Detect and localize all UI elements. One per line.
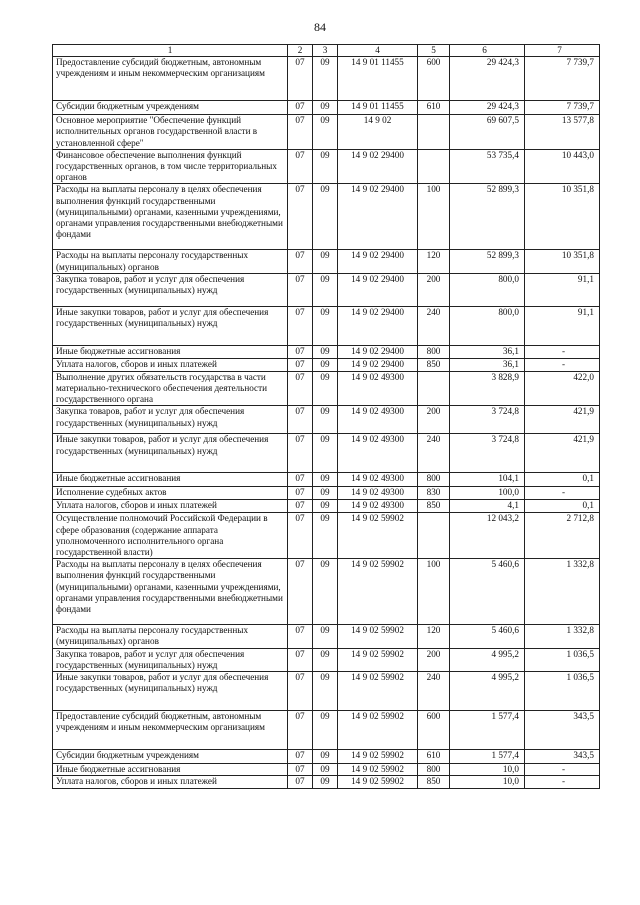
row-name: Субсидии бюджетным учреждениям	[53, 101, 288, 115]
column-header-1: 1	[53, 45, 288, 57]
row-ministry: 07	[288, 473, 313, 487]
row-amount-actual: 1 332,8	[525, 625, 600, 648]
table-row	[53, 371, 600, 406]
row-amount-actual: -	[525, 345, 600, 358]
row-target-code: 14 9 02 49300	[338, 500, 418, 513]
table-row	[53, 513, 600, 559]
row-ministry: 07	[288, 648, 313, 671]
column-header-5: 5	[418, 45, 450, 57]
row-target-code: 14 9 02	[338, 115, 418, 150]
table-header-row	[53, 45, 600, 57]
row-name: Уплата налогов, сборов и иных платежей	[53, 500, 288, 513]
row-ministry: 07	[288, 434, 313, 473]
row-section: 09	[313, 487, 338, 500]
row-section: 09	[313, 764, 338, 776]
row-expense-type	[418, 149, 450, 184]
row-expense-type: 240	[418, 306, 450, 345]
table-row	[53, 559, 600, 625]
row-expense-type: 800	[418, 764, 450, 776]
row-amount-plan: 104,1	[450, 473, 525, 487]
row-amount-actual: 10 351,8	[525, 250, 600, 273]
row-section: 09	[313, 57, 338, 101]
row-name: Закупка товаров, работ и услуг для обеспечения государственных (муниципальных) нужд	[53, 406, 288, 434]
row-amount-actual: 2 712,8	[525, 513, 600, 559]
row-amount-actual: 343,5	[525, 711, 600, 750]
row-section: 09	[313, 513, 338, 559]
row-amount-plan: 800,0	[450, 273, 525, 306]
row-target-code: 14 9 02 49300	[338, 473, 418, 487]
row-target-code: 14 9 02 29400	[338, 345, 418, 358]
row-name: Иные бюджетные ассигнования	[53, 764, 288, 776]
row-section: 09	[313, 184, 338, 250]
row-name: Выполнение других обязательств государства в части материально-технического обеспечения деятельности государственного органа	[53, 371, 288, 406]
row-target-code: 14 9 02 49300	[338, 434, 418, 473]
row-target-code: 14 9 02 49300	[338, 371, 418, 406]
row-expense-type: 100	[418, 184, 450, 250]
table-row	[53, 764, 600, 776]
row-amount-plan: 4,1	[450, 500, 525, 513]
row-section: 09	[313, 345, 338, 358]
table-row	[53, 711, 600, 750]
row-name: Предоставление субсидий бюджетным, автономным учреждениям и иным некоммерческим организациям	[53, 711, 288, 750]
row-section: 09	[313, 101, 338, 115]
row-amount-plan: 4 995,2	[450, 648, 525, 671]
row-amount-plan: 4 995,2	[450, 672, 525, 711]
row-amount-actual: 421,9	[525, 434, 600, 473]
row-amount-plan: 1 577,4	[450, 750, 525, 764]
row-section: 09	[313, 306, 338, 345]
row-expense-type: 800	[418, 345, 450, 358]
row-target-code: 14 9 02 59902	[338, 764, 418, 776]
row-name: Расходы на выплаты персоналу государственных (муниципальных) органов	[53, 625, 288, 648]
row-expense-type: 800	[418, 473, 450, 487]
row-expense-type: 850	[418, 776, 450, 789]
row-target-code: 14 9 02 29400	[338, 184, 418, 250]
row-section: 09	[313, 250, 338, 273]
row-target-code: 14 9 02 29400	[338, 273, 418, 306]
row-target-code: 14 9 02 59902	[338, 625, 418, 648]
row-name: Расходы на выплаты персоналу в целях обеспечения выполнения функций государственными (муниципальными) органами, казенными учреждениями, органами управления государственными внебюджетными фондами	[53, 184, 288, 250]
row-section: 09	[313, 776, 338, 789]
row-amount-plan: 3 724,8	[450, 434, 525, 473]
row-name: Иные закупки товаров, работ и услуг для обеспечения государственных (муниципальных) нужд	[53, 306, 288, 345]
column-header-2: 2	[288, 45, 313, 57]
row-ministry: 07	[288, 345, 313, 358]
row-target-code: 14 9 02 59902	[338, 559, 418, 625]
row-name: Субсидии бюджетным учреждениям	[53, 750, 288, 764]
row-expense-type: 100	[418, 559, 450, 625]
row-amount-plan: 3 828,9	[450, 371, 525, 406]
row-amount-actual: 421,9	[525, 406, 600, 434]
row-ministry: 07	[288, 115, 313, 150]
row-amount-plan: 100,0	[450, 487, 525, 500]
row-amount-actual: 0,1	[525, 500, 600, 513]
table-row	[53, 250, 600, 273]
column-header-3: 3	[313, 45, 338, 57]
row-name: Уплата налогов, сборов и иных платежей	[53, 358, 288, 371]
table-row	[53, 672, 600, 711]
row-expense-type: 200	[418, 648, 450, 671]
column-header-6: 6	[450, 45, 525, 57]
table-row	[53, 500, 600, 513]
row-expense-type: 600	[418, 711, 450, 750]
row-expense-type: 830	[418, 487, 450, 500]
row-amount-plan: 52 899,3	[450, 250, 525, 273]
row-section: 09	[313, 149, 338, 184]
row-section: 09	[313, 273, 338, 306]
row-amount-plan: 12 043,2	[450, 513, 525, 559]
row-section: 09	[313, 750, 338, 764]
row-ministry: 07	[288, 184, 313, 250]
row-name: Иные бюджетные ассигнования	[53, 473, 288, 487]
table-row	[53, 487, 600, 500]
table-row	[53, 434, 600, 473]
row-amount-actual: 1 036,5	[525, 648, 600, 671]
row-amount-plan: 10,0	[450, 764, 525, 776]
row-section: 09	[313, 672, 338, 711]
table-body	[53, 57, 600, 789]
table-row	[53, 149, 600, 184]
row-expense-type: 850	[418, 358, 450, 371]
row-target-code: 14 9 01 11455	[338, 101, 418, 115]
row-amount-actual: -	[525, 358, 600, 371]
row-ministry: 07	[288, 101, 313, 115]
row-name: Иные закупки товаров, работ и услуг для обеспечения государственных (муниципальных) нужд	[53, 672, 288, 711]
row-name: Исполнение судебных актов	[53, 487, 288, 500]
row-amount-plan: 5 460,6	[450, 559, 525, 625]
row-ministry: 07	[288, 559, 313, 625]
row-section: 09	[313, 500, 338, 513]
row-expense-type	[418, 115, 450, 150]
row-ministry: 07	[288, 358, 313, 371]
row-name: Финансовое обеспечение выполнения функций государственных органов, в том числе территориальных органов	[53, 149, 288, 184]
row-amount-plan: 53 735,4	[450, 149, 525, 184]
row-name: Предоставление субсидий бюджетным, автономным учреждениям и иным некоммерческим организациям	[53, 57, 288, 101]
row-ministry: 07	[288, 750, 313, 764]
row-amount-actual: -	[525, 776, 600, 789]
row-target-code: 14 9 02 49300	[338, 487, 418, 500]
row-name: Иные бюджетные ассигнования	[53, 345, 288, 358]
table-row	[53, 776, 600, 789]
row-amount-actual: 422,0	[525, 371, 600, 406]
table-row	[53, 406, 600, 434]
row-amount-actual: 343,5	[525, 750, 600, 764]
row-expense-type: 610	[418, 101, 450, 115]
row-target-code: 14 9 01 11455	[338, 57, 418, 101]
row-name: Уплата налогов, сборов и иных платежей	[53, 776, 288, 789]
row-expense-type: 610	[418, 750, 450, 764]
row-amount-actual: 13 577,8	[525, 115, 600, 150]
column-header-4: 4	[338, 45, 418, 57]
row-expense-type: 200	[418, 273, 450, 306]
row-amount-plan: 29 424,3	[450, 101, 525, 115]
row-ministry: 07	[288, 764, 313, 776]
row-ministry: 07	[288, 149, 313, 184]
row-amount-plan: 800,0	[450, 306, 525, 345]
row-section: 09	[313, 711, 338, 750]
row-ministry: 07	[288, 672, 313, 711]
row-name: Осуществление полномочий Российской Федерации в сфере образования (содержание аппарата уполномоченного исполнительного органа государственной власти)	[53, 513, 288, 559]
row-amount-actual: 7 739,7	[525, 57, 600, 101]
row-amount-actual: 0,1	[525, 473, 600, 487]
row-ministry: 07	[288, 406, 313, 434]
row-section: 09	[313, 406, 338, 434]
table-row	[53, 473, 600, 487]
row-amount-actual: 1 332,8	[525, 559, 600, 625]
row-section: 09	[313, 625, 338, 648]
row-ministry: 07	[288, 487, 313, 500]
row-expense-type: 200	[418, 406, 450, 434]
budget-table	[52, 44, 600, 789]
row-name: Основное мероприятие "Обеспечение функций исполнительных органов государственной власти в установленной сфере"	[53, 115, 288, 150]
row-ministry: 07	[288, 273, 313, 306]
row-ministry: 07	[288, 57, 313, 101]
row-expense-type: 600	[418, 57, 450, 101]
table-row	[53, 57, 600, 101]
page-number: 84	[314, 20, 326, 34]
row-ministry: 07	[288, 513, 313, 559]
row-section: 09	[313, 115, 338, 150]
row-amount-plan: 10,0	[450, 776, 525, 789]
row-amount-plan: 3 724,8	[450, 406, 525, 434]
row-expense-type: 120	[418, 625, 450, 648]
row-name: Расходы на выплаты персоналу государственных (муниципальных) органов	[53, 250, 288, 273]
row-amount-plan: 36,1	[450, 345, 525, 358]
row-section: 09	[313, 434, 338, 473]
table-row	[53, 625, 600, 648]
row-target-code: 14 9 02 49300	[338, 406, 418, 434]
row-amount-plan: 36,1	[450, 358, 525, 371]
row-amount-plan: 29 424,3	[450, 57, 525, 101]
table-row	[53, 184, 600, 250]
row-section: 09	[313, 473, 338, 487]
row-target-code: 14 9 02 59902	[338, 672, 418, 711]
row-amount-plan: 1 577,4	[450, 711, 525, 750]
row-target-code: 14 9 02 59902	[338, 648, 418, 671]
row-target-code: 14 9 02 29400	[338, 250, 418, 273]
row-name: Расходы на выплаты персоналу в целях обеспечения выполнения функций государственными (муниципальными) органами, казенными учреждениями, органами управления государственными внебюджетными фондами	[53, 559, 288, 625]
row-amount-plan: 52 899,3	[450, 184, 525, 250]
row-section: 09	[313, 371, 338, 406]
row-amount-actual: 10 351,8	[525, 184, 600, 250]
row-ministry: 07	[288, 306, 313, 345]
row-section: 09	[313, 648, 338, 671]
row-target-code: 14 9 02 59902	[338, 513, 418, 559]
row-section: 09	[313, 559, 338, 625]
row-ministry: 07	[288, 625, 313, 648]
row-name: Закупка товаров, работ и услуг для обеспечения государственных (муниципальных) нужд	[53, 648, 288, 671]
table-row	[53, 648, 600, 671]
row-amount-plan: 5 460,6	[450, 625, 525, 648]
table-row	[53, 358, 600, 371]
row-section: 09	[313, 358, 338, 371]
row-target-code: 14 9 02 59902	[338, 776, 418, 789]
column-header-7: 7	[525, 45, 600, 57]
row-amount-actual: 7 739,7	[525, 101, 600, 115]
row-expense-type: 120	[418, 250, 450, 273]
table-row	[53, 101, 600, 115]
row-target-code: 14 9 02 59902	[338, 750, 418, 764]
row-target-code: 14 9 02 29400	[338, 358, 418, 371]
row-amount-actual: 1 036,5	[525, 672, 600, 711]
table-row	[53, 115, 600, 150]
row-target-code: 14 9 02 29400	[338, 149, 418, 184]
row-expense-type: 240	[418, 672, 450, 711]
row-ministry: 07	[288, 250, 313, 273]
row-name: Иные закупки товаров, работ и услуг для обеспечения государственных (муниципальных) нужд	[53, 434, 288, 473]
row-expense-type	[418, 371, 450, 406]
row-amount-plan: 69 607,5	[450, 115, 525, 150]
row-name: Закупка товаров, работ и услуг для обеспечения государственных (муниципальных) нужд	[53, 273, 288, 306]
row-amount-actual: 91,1	[525, 306, 600, 345]
row-ministry: 07	[288, 371, 313, 406]
row-amount-actual: -	[525, 764, 600, 776]
table-row	[53, 273, 600, 306]
row-ministry: 07	[288, 500, 313, 513]
row-target-code: 14 9 02 29400	[338, 306, 418, 345]
table-row	[53, 306, 600, 345]
row-amount-actual: 91,1	[525, 273, 600, 306]
row-amount-actual: 10 443,0	[525, 149, 600, 184]
row-expense-type: 240	[418, 434, 450, 473]
row-amount-actual: -	[525, 487, 600, 500]
row-ministry: 07	[288, 776, 313, 789]
row-target-code: 14 9 02 59902	[338, 711, 418, 750]
table-row	[53, 750, 600, 764]
table-row	[53, 345, 600, 358]
row-expense-type: 850	[418, 500, 450, 513]
row-expense-type	[418, 513, 450, 559]
row-ministry: 07	[288, 711, 313, 750]
